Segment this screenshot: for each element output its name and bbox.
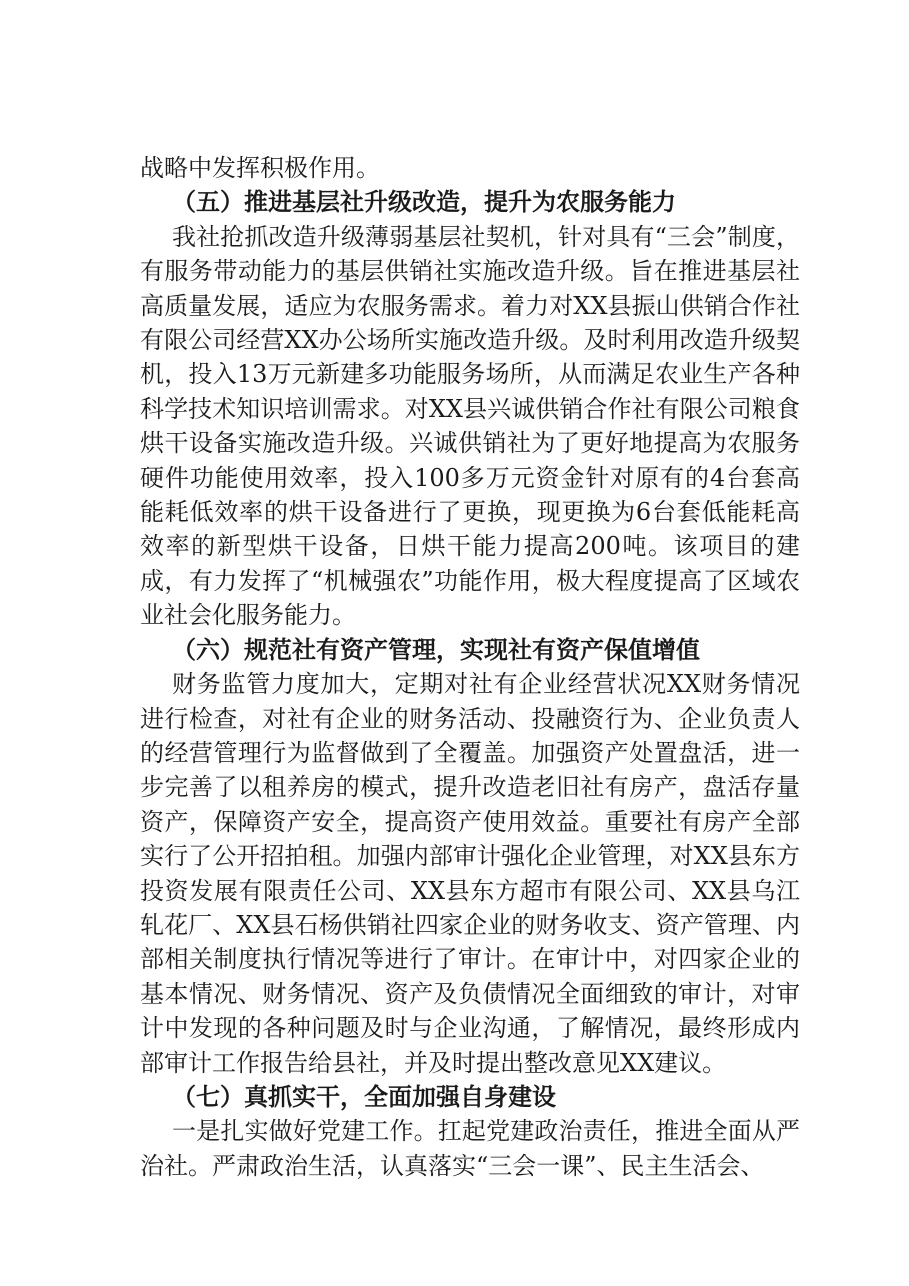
paragraph-asset-management: 财务监管力度加大，定期对社有企业经营状况XX财务情况进行检查，对社有企业的财务活动、投融资行为、企业负责人的经营管理行为监督做到了全覆盖。加强资产处置盘活，进一步完善了以租养房的模式，提升改造老旧社有房产，盘活存量资产，保障资产安全，提高资产使用效益。重要社有房产全部实行了公开招拍租。加强内部审计强化企业管理，对XX县东方投资发展有限责任公司、XX县东方超市有限公司、XX县乌江轧花厂、XX县石杨供销社四家企业的财务收支、资产管理、内部相关制度执行情况等进行了审计。在审计中，对四家企业的基本情况、财务情况、资产及负债情况全面细致的审计，对审计中发现的各种问题及时与企业沟通，了解情况，最终形成内部审计工作报告给县社，并及时提出整改意见XX建议。 <box>140 670 800 1077</box>
paragraph-party-building: 一是扎实做好党建工作。扛起党建政治责任，推进全面从严治社。严肃政治生活，认真落实“三会一课”、民主生活会、 <box>140 1117 800 1180</box>
paragraph-grassroots-upgrade: 我社抢抓改造升级薄弱基层社契机，针对具有“三会”制度，有服务带动能力的基层供销社实施改造升级。旨在推进基层社高质量发展，适应为农服务需求。着力对XX县振山供销合作社有限公司经营XX办公场所实施改造升级。及时利用改造升级契机，投入13万元新建多功能服务场所，从而满足农业生产各种科学技术知识培训需求。对XX县兴诚供销合作社有限公司粮食烘干设备实施改造升级。兴诚供销社为了更好地提高为农服务硬件功能使用效率，投入100多万元资金针对原有的4台套高能耗低效率的烘干设备进行了更换，现更换为6台套低能耗高效率的新型烘干设备，日烘干能力提高200吨。该项目的建成，有力发挥了“机械强农”功能作用，极大程度提高了区域农业社会化服务能力。 <box>140 222 800 630</box>
paragraph-continuation: 战略中发挥积极作用。 <box>140 154 380 182</box>
section-heading-7: （七）真抓实干，全面加强自身建设 <box>172 1081 556 1111</box>
section-heading-6: （六）规范社有资产管理，实现社有资产保值增值 <box>172 634 700 664</box>
document-body <box>140 151 800 1183</box>
section-heading-5: （五）推进基层社升级改造，提升为农服务能力 <box>172 187 676 217</box>
